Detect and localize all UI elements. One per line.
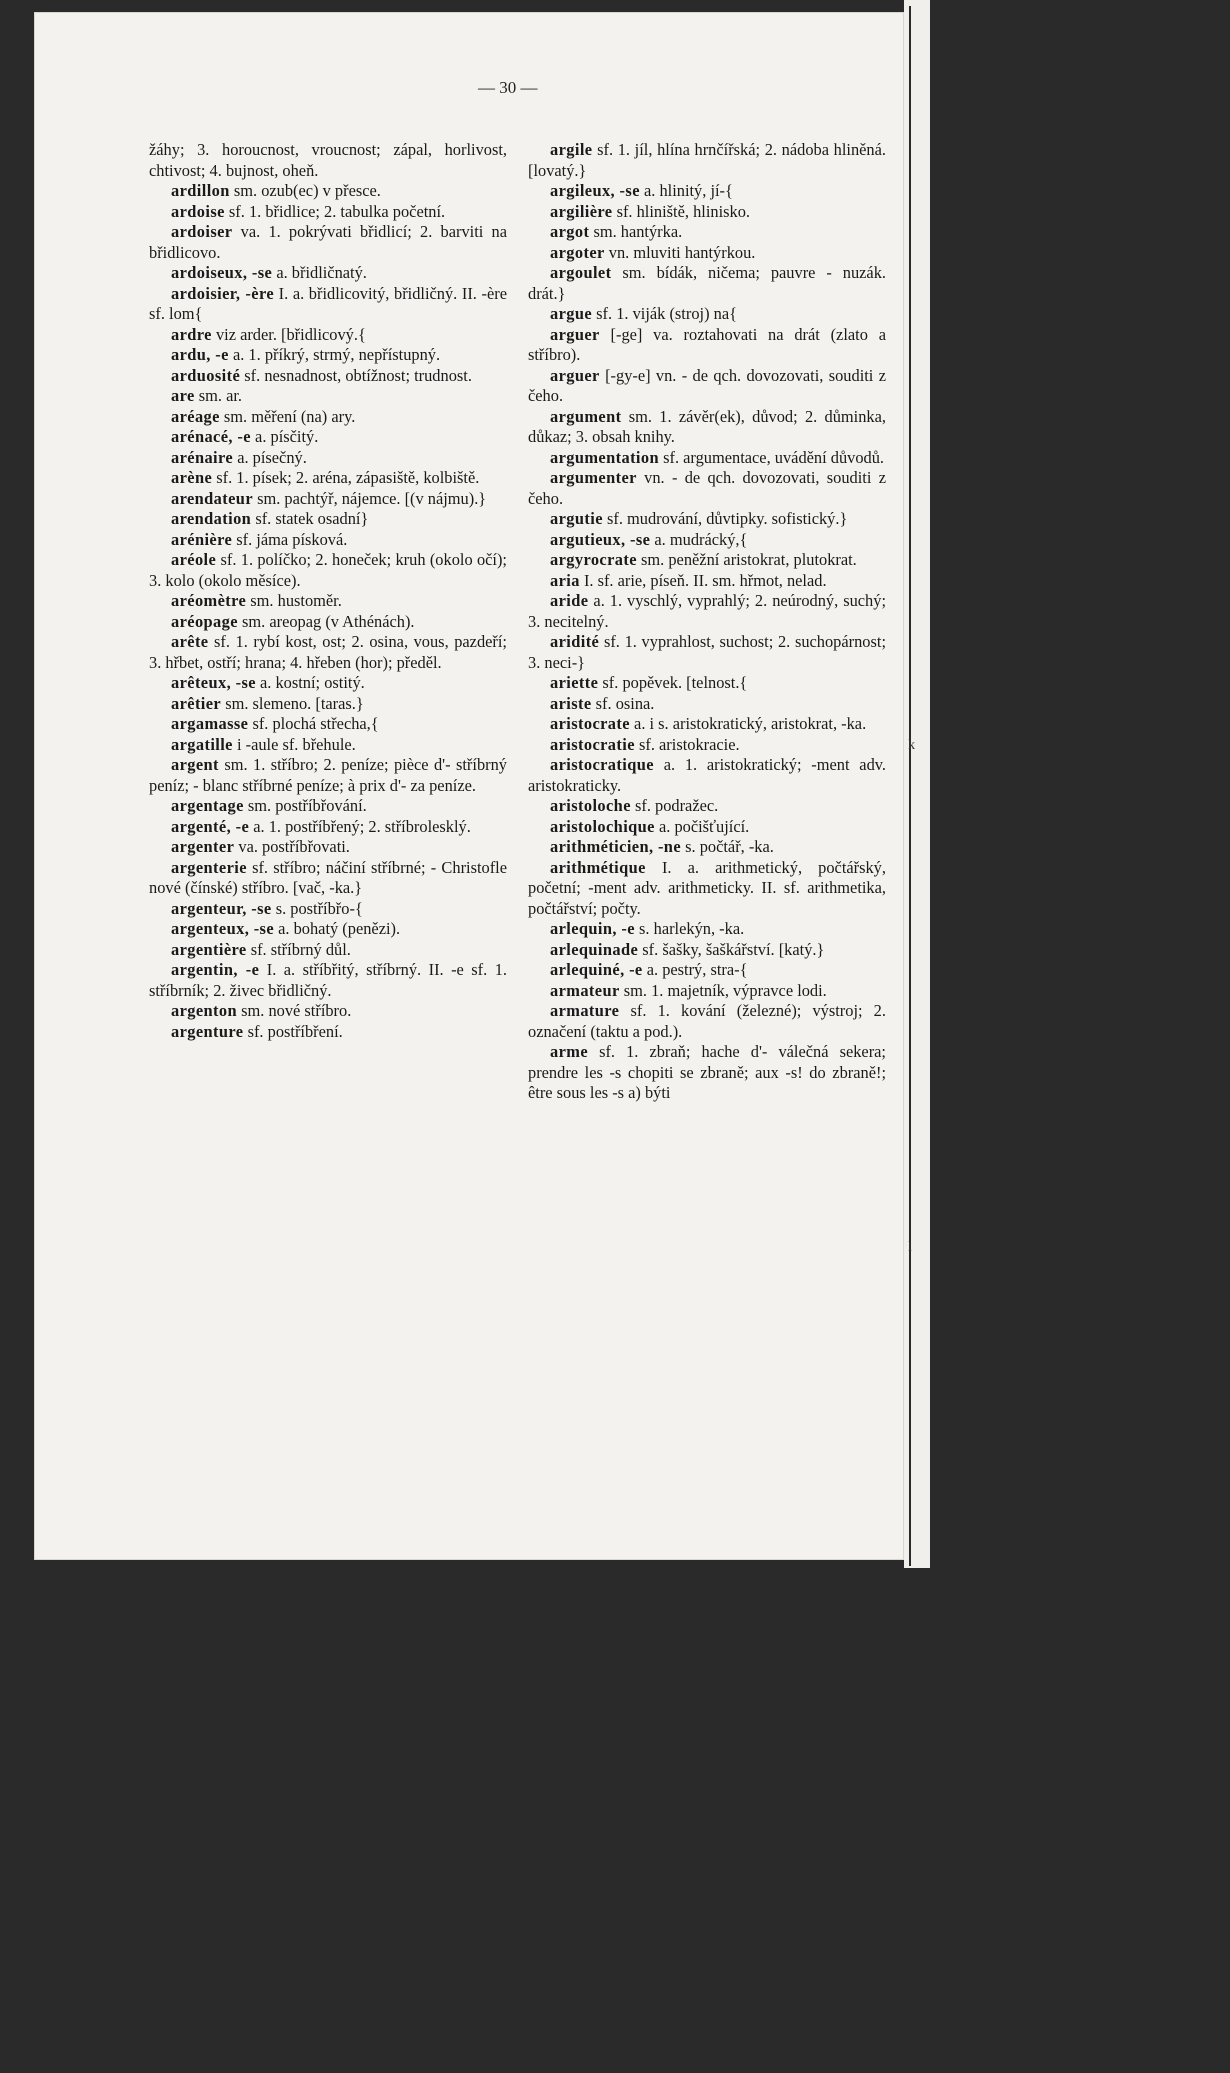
- entry-headword: arêtier: [171, 693, 222, 713]
- dictionary-entry: [528, 735, 886, 756]
- entry-headword: argoter: [550, 242, 605, 262]
- entry-headword: ardillon: [171, 181, 230, 200]
- entry-headword: arendation: [171, 509, 252, 528]
- dictionary-entry: [528, 714, 886, 735]
- dictionary-entry: [528, 571, 886, 592]
- entry-definition: a. počišťující.: [658, 816, 750, 836]
- entry-headword: aristocratie: [550, 734, 635, 754]
- entry-headword: arénaire: [171, 447, 234, 467]
- dictionary-entry: [149, 673, 507, 694]
- entry-definition: a. kostní; ostitý.: [260, 673, 365, 692]
- dictionary-entry: [528, 673, 886, 694]
- entry-headword: argutie: [550, 509, 603, 528]
- dictionary-entry: [149, 550, 507, 591]
- entry-headword: are: [171, 386, 195, 405]
- entry-headword: argamasse: [171, 714, 249, 733]
- entry-headword: arlequin, -e: [550, 919, 635, 938]
- dictionary-entry: [149, 940, 507, 961]
- entry-definition: a. hlinitý, jí-{: [643, 181, 733, 200]
- entry-definition: I. a. břidlicovitý, břidličný. II. -ère sf. lom{: [149, 283, 507, 323]
- entry-headword: argenture: [171, 1021, 244, 1041]
- dictionary-entry: [149, 591, 507, 612]
- dictionary-entry: [149, 386, 507, 407]
- entry-headword: ardoiser: [171, 222, 233, 241]
- dictionary-entry: [149, 366, 507, 387]
- dictionary-entry: [149, 837, 507, 858]
- entry-headword: arêteux, -se: [171, 673, 256, 692]
- entry-definition: va. postříbřovati.: [238, 837, 350, 856]
- dictionary-entry: [149, 817, 507, 838]
- dictionary-entry: [528, 530, 886, 551]
- dictionary-entry: [149, 796, 507, 817]
- entry-definition: sf. stříbrný důl.: [250, 939, 351, 959]
- entry-headword: argutieux, -se: [550, 529, 651, 549]
- dictionary-entry: [528, 694, 886, 715]
- entry-definition: a. písčitý.: [255, 427, 319, 446]
- entry-headword: argile: [550, 140, 593, 159]
- dictionary-entry: [528, 325, 886, 366]
- dictionary-entry: [149, 509, 507, 530]
- page-border: [909, 6, 911, 1566]
- dictionary-entry: [528, 509, 886, 530]
- entry-headword: aria: [550, 570, 580, 590]
- entry-definition: sf. argumentace, uvádění důvodů.: [663, 447, 885, 467]
- entry-definition: sf. statek osadní}: [255, 509, 369, 528]
- entry-headword: armature: [550, 1001, 620, 1020]
- entry-headword: aristocrate: [550, 714, 630, 733]
- dictionary-entry: [149, 202, 507, 223]
- entry-headword: arguer: [550, 324, 600, 344]
- entry-definition: sf. 1. viják (stroj) na{: [596, 304, 737, 323]
- entry-definition: a. pestrý, stra-{: [646, 960, 748, 979]
- dictionary-entry: [149, 612, 507, 633]
- entry-headword: aridité: [550, 632, 600, 651]
- entry-headword: argumenter: [550, 468, 637, 487]
- dictionary-entry: [149, 222, 507, 263]
- entry-headword: aréopage: [171, 611, 238, 631]
- entry-definition: sf. šašky, šaškářství. [katý.}: [642, 939, 825, 959]
- entry-headword: ardu, -e: [171, 345, 229, 364]
- entry-definition: sm. peněžní aristokrat, plutokrat.: [641, 550, 857, 569]
- dictionary-entry: [528, 468, 886, 509]
- entry-headword: aréage: [171, 406, 220, 426]
- dictionary-entry: [528, 796, 886, 817]
- entry-headword: argumentation: [550, 447, 660, 467]
- entry-definition: a. 1. postříbřený; 2. stříbrolesklý.: [253, 816, 471, 836]
- entry-definition: sm. pachtýř, nájemce. [(v nájmu).}: [257, 488, 487, 508]
- entry-definition: sm. postříbřování.: [247, 796, 367, 815]
- entry-definition: i -aule sf. břehule.: [236, 734, 356, 754]
- entry-definition: sm. 1. závěr(ek), důvod; 2. důminka, důkaz; 3. obsah knihy.: [528, 406, 886, 446]
- dictionary-entry: [528, 919, 886, 940]
- entry-definition: sm. hustoměr.: [250, 591, 342, 610]
- dictionary-entry: [528, 837, 886, 858]
- dictionary-entry: [528, 755, 886, 796]
- entry-headword: argyrocrate: [550, 550, 637, 569]
- dictionary-entry: [528, 632, 886, 673]
- dictionary-entry: [149, 735, 507, 756]
- dictionary-entry: [149, 755, 507, 796]
- dictionary-entry: [149, 181, 507, 202]
- dictionary-entry: [149, 1022, 507, 1043]
- entry-definition: sf. popěvek. [telnost.{: [602, 673, 748, 692]
- dictionary-entry: [149, 714, 507, 735]
- entry-headword: arénacé, -e: [171, 427, 251, 446]
- entry-definition: sf. 1. jíl, hlína hrnčířská; 2. nádoba hliněná. [lovatý.}: [528, 140, 886, 180]
- dictionary-entry: [149, 960, 507, 1001]
- entry-definition: a. mudrácký,{: [654, 529, 748, 549]
- entry-headword: arguer: [550, 365, 600, 385]
- entry-headword: argilière: [550, 201, 613, 221]
- dictionary-entry: [528, 181, 886, 202]
- entry-definition: I. a. stříbřitý, stříbrný. II. -e sf. 1. stříbrník; 2. živec břidličný.: [149, 960, 507, 1000]
- entry-headword: ardoisier, -ère: [171, 283, 275, 303]
- dictionary-entry: [528, 981, 886, 1002]
- entry-definition: sf. jáma písková.: [236, 529, 348, 549]
- dictionary-entry: [149, 632, 507, 673]
- entry-headword: ardoiseux, -se: [171, 263, 273, 282]
- entry-definition: sf. postříbření.: [247, 1021, 343, 1041]
- dictionary-entry: [149, 919, 507, 940]
- entry-headword: argoulet: [550, 263, 612, 282]
- entry-headword: ariette: [550, 673, 599, 692]
- entry-headword: arithmétique: [550, 857, 646, 877]
- dictionary-entry: [528, 960, 886, 981]
- entry-headword: ardre: [171, 324, 212, 344]
- entry-definition: sf. 1. písek; 2. aréna, zápasiště, kolbiště.: [216, 468, 480, 487]
- dictionary-entry: [528, 1001, 886, 1042]
- entry-definition: sf. 1. rybí kost, ost; 2. osina, vous, pazdeří; 3. hřbet, ostří; hrana; 4. hřeben (hor); předěl.: [149, 632, 507, 672]
- entry-definition: sf. nesnadnost, obtížnost; trudnost.: [244, 365, 472, 385]
- entry-headword: ariste: [550, 693, 592, 713]
- entry-definition: sf. 1. políčko; 2. honeček; kruh (okolo očí); 3. kolo (okolo měsíce).: [149, 550, 507, 590]
- entry-headword: argenté, -e: [171, 816, 250, 836]
- entry-headword: armateur: [550, 980, 620, 1000]
- entry-definition: a. i s. aristokratický, aristokrat, -ka.: [634, 714, 867, 733]
- entry-definition: sm. areopag (v Athénách).: [242, 611, 415, 631]
- entry-definition: sf. podražec.: [634, 796, 719, 815]
- entry-definition: vn. - de qch. dovozovati, souditi z čeho.: [528, 468, 886, 508]
- left-column: [149, 140, 507, 1042]
- entry-definition: a. písečný.: [237, 447, 307, 467]
- dictionary-entry: [528, 1042, 886, 1104]
- dictionary-entry: [149, 489, 507, 510]
- dictionary-entry: [149, 530, 507, 551]
- dictionary-entry: [149, 899, 507, 920]
- entry-headword: aréomètre: [171, 591, 247, 610]
- entry-definition: sm. slemeno. [taras.}: [225, 693, 364, 713]
- dictionary-entry: [149, 345, 507, 366]
- entry-headword: argentière: [171, 939, 247, 959]
- dictionary-entry: [149, 427, 507, 448]
- entry-definition: sf. 1. kování (železné); výstroj; 2. označení (taktu a pod.).: [528, 1001, 886, 1041]
- entry-definition: sf. osina.: [595, 693, 655, 713]
- entry-definition: sf. plochá střecha,{: [252, 714, 379, 733]
- entry-headword: arlequinade: [550, 939, 639, 959]
- entry-headword: argenteux, -se: [171, 919, 275, 938]
- edge-mark: l: [908, 1240, 912, 1255]
- entry-headword: aréole: [171, 550, 217, 569]
- entry-headword: argenter: [171, 837, 235, 856]
- entry-headword: argenteur, -se: [171, 898, 272, 918]
- dictionary-entry: [528, 140, 886, 181]
- entry-definition: a. bohatý (penězi).: [278, 919, 401, 938]
- entry-definition: sm. nové stříbro.: [241, 1001, 352, 1020]
- entry-definition: sf. mudrování, důvtipky. sofistický.}: [606, 509, 848, 528]
- dictionary-entry: [149, 263, 507, 284]
- entry-headword: argenton: [171, 1001, 238, 1020]
- dictionary-entry: [149, 448, 507, 469]
- entry-definition: I. sf. arie, píseň. II. sm. hřmot, nelad.: [583, 570, 827, 590]
- entry-headword: argenterie: [171, 857, 247, 877]
- entry-headword: arénière: [171, 529, 233, 549]
- entry-definition: a. 1. aristokratický; -ment adv. aristokraticky.: [528, 755, 886, 795]
- dictionary-entry: [528, 550, 886, 571]
- entry-definition: sf. 1. vyprahlost, suchost; 2. suchopárnost; 3. neci-}: [528, 632, 886, 672]
- dictionary-entry: [528, 407, 886, 448]
- entry-headword: argentin, -e: [171, 960, 260, 979]
- entry-headword: arithméticien, -ne: [550, 837, 682, 856]
- entry-definition: s. harlekýn, -ka.: [639, 919, 745, 938]
- dictionary-entry: [149, 694, 507, 715]
- entry-headword: argument: [550, 406, 622, 426]
- entry-definition: sf. stříbro; náčiní stříbrné; - Christofle nové (čínské) stříbro. [vač, -ka.}: [149, 857, 507, 897]
- entry-definition: sm. hantýrka.: [593, 222, 683, 241]
- entry-definition: vn. mluviti hantýrkou.: [608, 242, 756, 262]
- entry-headword: arène: [171, 468, 213, 487]
- edge-mark: k: [908, 738, 915, 753]
- dictionary-entry: [149, 1001, 507, 1022]
- entry-headword: arendateur: [171, 488, 253, 508]
- entry-headword: argatille: [171, 734, 233, 754]
- entry-headword: argileux, -se: [550, 181, 640, 200]
- entry-definition: I. a. arithmetický, počtářský, početní; -ment adv. arithmeticky. II. sf. arithmetika, počtářství; počty.: [528, 857, 886, 918]
- entry-definition: sm. ozub(ec) v přesce.: [233, 181, 381, 200]
- entry-definition: s. postříbřo-{: [275, 898, 363, 918]
- dictionary-entry: [528, 448, 886, 469]
- entry-definition: a. břidličnatý.: [276, 263, 367, 282]
- dictionary-entry: [528, 591, 886, 632]
- entry-headword: aristolochique: [550, 816, 655, 836]
- entry-headword: aride: [550, 591, 589, 610]
- entry-headword: argentage: [171, 796, 244, 815]
- page-number: — 30 —: [478, 78, 538, 97]
- entry-definition: s. počtář, -ka.: [685, 837, 774, 856]
- right-column: [528, 140, 886, 1104]
- entry-definition: a. 1. příkrý, strmý, nepřístupný.: [232, 345, 441, 364]
- dictionary-entry: [149, 858, 507, 899]
- entry-definition: sm. 1. stříbro; 2. peníze; pièce d'- stříbrný peníz; - blanc stříbrné peníze; à prix d'- za peníze.: [149, 755, 507, 795]
- entry-definition: viz arder. [břidlicový.{: [215, 324, 366, 344]
- entry-headword: aristocratique: [550, 755, 654, 774]
- dictionary-entry: [528, 366, 886, 407]
- entry-definition: sf. hliniště, hlinisko.: [616, 201, 750, 221]
- entry-definition: sm. bídák, ničema; pauvre - nuzák. drát.}: [528, 263, 886, 303]
- dictionary-entry: [528, 222, 886, 243]
- entry-definition: [-ge] va. roztahovati na drát (zlato a stříbro).: [528, 324, 886, 364]
- entry-definition: žáhy; 3. horoucnost, vroucnost; zápal, horlivost, chtivost; 4. bujnost, oheň.: [149, 140, 507, 180]
- adjacent-page-edge: [904, 0, 930, 1568]
- entry-definition: va. 1. pokrývati břidlicí; 2. barviti na břidlicovo.: [149, 222, 507, 262]
- dictionary-entry: [149, 284, 507, 325]
- entry-headword: arête: [171, 632, 209, 651]
- entry-headword: argue: [550, 304, 593, 323]
- dictionary-entry: [149, 468, 507, 489]
- entry-headword: aristoloche: [550, 796, 631, 815]
- dictionary-entry: [149, 140, 507, 181]
- entry-headword: ardoise: [171, 201, 225, 221]
- dictionary-entry: [528, 304, 886, 325]
- entry-definition: sf. aristokracie.: [639, 734, 740, 754]
- entry-definition: sf. 1. břidlice; 2. tabulka početní.: [228, 201, 446, 221]
- entry-headword: argent: [171, 755, 219, 774]
- entry-definition: sf. 1. zbraň; hache d'- válečná sekera; prendre les -s chopiti se zbraně; aux -s! do zbraně!; être sous les -s a) býti: [528, 1042, 886, 1102]
- entry-headword: arduosité: [171, 365, 241, 385]
- dictionary-entry: [528, 940, 886, 961]
- dictionary-entry: [528, 243, 886, 264]
- dictionary-entry: [528, 817, 886, 838]
- dictionary-entry: [149, 325, 507, 346]
- entry-headword: argot: [550, 222, 590, 241]
- dictionary-entry: [528, 263, 886, 304]
- entry-definition: [-gy-e] vn. - de qch. dovozovati, souditi z čeho.: [528, 365, 886, 405]
- dictionary-entry: [149, 407, 507, 428]
- entry-headword: arme: [550, 1042, 588, 1061]
- entry-definition: sm. 1. majetník, výpravce lodi.: [623, 980, 827, 1000]
- entry-definition: a. 1. vyschlý, vyprahlý; 2. neúrodný, suchý; 3. necitelný.: [528, 591, 886, 631]
- entry-headword: arlequiné, -e: [550, 960, 643, 979]
- dictionary-entry: [528, 858, 886, 920]
- entry-definition: sm. ar.: [198, 386, 243, 405]
- entry-definition: sm. měření (na) ary.: [223, 406, 356, 426]
- dictionary-entry: [528, 202, 886, 223]
